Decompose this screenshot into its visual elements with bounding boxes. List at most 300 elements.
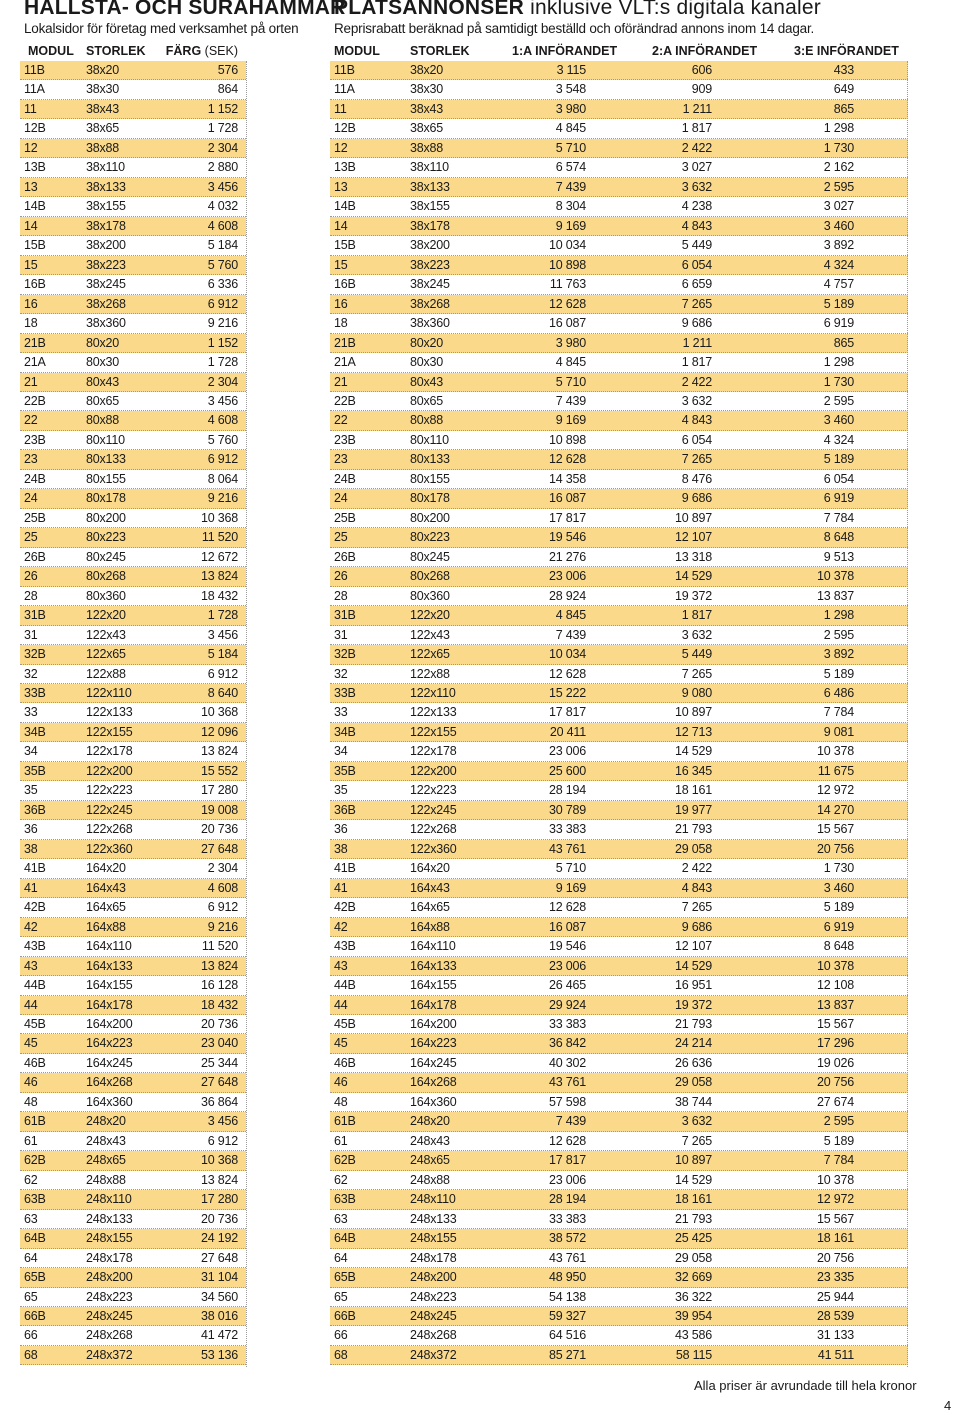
cell-modul: 34B <box>24 724 46 739</box>
table-row <box>20 100 246 119</box>
right-title-bold: PLATSANNONSER <box>334 0 525 19</box>
cell-modul: 46 <box>24 1075 38 1090</box>
cell-modul: 66 <box>334 1328 348 1343</box>
cell-insertion-3: 865 <box>833 335 854 350</box>
cell-insertion-1: 33 383 <box>548 1016 586 1031</box>
right-subtitle: Reprisrabatt beräknad på samtidigt beställd och oförändrad annons inom 14 dagar. <box>334 21 815 36</box>
table-row <box>20 626 246 645</box>
cell-modul: 18 <box>24 316 38 331</box>
cell-modul: 22B <box>24 393 46 408</box>
cell-insertion-3: 17 296 <box>816 1036 854 1051</box>
cell-modul: 62B <box>24 1153 46 1168</box>
table-row <box>20 80 246 99</box>
cell-insertion-2: 3 632 <box>681 1114 712 1129</box>
cell-insertion-3: 433 <box>833 63 854 77</box>
cell-insertion-2: 14 529 <box>674 1172 712 1187</box>
cell-modul: 23 <box>24 452 38 467</box>
cell-farg: 19 008 <box>200 802 238 817</box>
cell-insertion-1: 17 817 <box>548 705 586 720</box>
cell-modul: 14B <box>24 199 46 214</box>
cell-insertion-2: 2 422 <box>681 140 712 155</box>
table-row <box>330 918 908 937</box>
cell-insertion-3: 2 595 <box>823 179 854 194</box>
cell-modul: 34 <box>334 744 348 759</box>
cell-modul: 21A <box>24 355 46 370</box>
cell-modul: 11B <box>24 63 45 77</box>
cell-insertion-3: 6 919 <box>823 919 854 934</box>
cell-farg: 3 456 <box>207 393 238 408</box>
cell-insertion-3: 8 648 <box>823 939 854 954</box>
cell-storlek: 80x110 <box>410 432 449 447</box>
right-price-table <box>330 61 908 1365</box>
cell-modul: 24 <box>334 491 348 506</box>
cell-storlek: 38x133 <box>410 179 450 194</box>
cell-modul: 12B <box>24 121 46 136</box>
cell-storlek: 164x65 <box>410 900 450 915</box>
cell-modul: 61 <box>334 1133 348 1148</box>
cell-modul: 31B <box>24 608 46 623</box>
cell-farg: 13 824 <box>200 1172 238 1187</box>
cell-insertion-2: 36 322 <box>674 1289 712 1304</box>
cell-storlek: 248x155 <box>410 1231 457 1246</box>
cell-storlek: 38x268 <box>86 296 126 311</box>
cell-modul: 68 <box>334 1347 348 1362</box>
cell-farg: 576 <box>217 63 238 77</box>
cell-insertion-2: 7 265 <box>681 666 712 681</box>
cell-modul: 64B <box>334 1231 356 1246</box>
cell-insertion-2: 10 897 <box>674 510 712 525</box>
cell-farg: 11 520 <box>201 530 238 545</box>
cell-modul: 42 <box>334 919 348 934</box>
cell-farg: 18 432 <box>200 588 238 603</box>
cell-insertion-1: 48 950 <box>548 1270 586 1285</box>
cell-modul: 43B <box>24 939 46 954</box>
cell-storlek: 248x268 <box>86 1328 133 1343</box>
cell-modul: 16B <box>24 277 46 292</box>
cell-insertion-1: 4 845 <box>555 608 586 623</box>
table-row <box>330 957 908 976</box>
table-row <box>330 742 908 761</box>
cell-insertion-3: 4 324 <box>823 257 854 272</box>
cell-modul: 13B <box>24 160 46 175</box>
cell-farg: 12 672 <box>200 549 238 564</box>
table-row <box>330 1346 908 1365</box>
table-row <box>330 723 908 742</box>
table-row <box>20 762 246 781</box>
table-row <box>20 1307 246 1326</box>
cell-farg: 4 608 <box>207 218 238 233</box>
cell-insertion-1: 30 789 <box>548 802 586 817</box>
cell-insertion-3: 1 298 <box>823 121 854 136</box>
cell-farg: 31 104 <box>200 1270 238 1285</box>
cell-insertion-3: 14 270 <box>816 802 854 817</box>
cell-insertion-2: 13 318 <box>674 549 712 564</box>
cell-insertion-2: 38 744 <box>674 1094 712 1109</box>
cell-modul: 15 <box>24 257 38 272</box>
cell-insertion-2: 32 669 <box>674 1270 712 1285</box>
table-row <box>330 80 908 99</box>
cell-storlek: 248x110 <box>86 1192 132 1207</box>
cell-farg: 10 368 <box>200 510 238 525</box>
cell-insertion-1: 43 761 <box>548 841 586 856</box>
cell-insertion-1: 17 817 <box>548 1153 586 1168</box>
cell-storlek: 38x178 <box>410 218 450 233</box>
table-row <box>20 1034 246 1053</box>
cell-modul: 33B <box>334 686 356 700</box>
cell-insertion-2: 29 058 <box>674 1250 712 1265</box>
table-row <box>330 178 908 197</box>
cell-storlek: 164x200 <box>86 1016 133 1031</box>
cell-insertion-3: 865 <box>833 101 854 116</box>
cell-insertion-2: 8 476 <box>681 471 712 486</box>
cell-storlek: 38x360 <box>410 316 450 331</box>
left-subtitle: Lokalsidor för företag med verksamhet på orten <box>24 21 299 36</box>
cell-storlek: 248x245 <box>86 1309 133 1323</box>
table-row <box>330 996 908 1015</box>
table-row <box>330 119 908 138</box>
cell-insertion-1: 10 034 <box>548 647 586 662</box>
table-row <box>20 373 246 392</box>
cell-modul: 41 <box>24 880 38 895</box>
right-header-c3: 3:E INFÖRANDET <box>794 44 899 58</box>
cell-storlek: 248x155 <box>86 1231 133 1246</box>
cell-insertion-3: 41 511 <box>817 1347 854 1362</box>
cell-modul: 36 <box>24 822 38 837</box>
cell-insertion-2: 21 793 <box>674 1211 712 1226</box>
cell-storlek: 38x245 <box>86 277 126 292</box>
table-row <box>20 1326 246 1345</box>
cell-insertion-2: 5 449 <box>681 647 712 662</box>
table-row <box>20 275 246 294</box>
cell-storlek: 80x20 <box>86 335 120 350</box>
cell-insertion-2: 1 817 <box>681 121 712 136</box>
cell-storlek: 248x20 <box>410 1114 450 1129</box>
cell-storlek: 80x43 <box>410 374 444 389</box>
table-row <box>20 431 246 450</box>
cell-insertion-1: 12 628 <box>548 296 586 311</box>
cell-farg: 3 456 <box>207 627 238 642</box>
cell-insertion-2: 9 686 <box>681 491 712 506</box>
cell-modul: 35B <box>24 763 46 778</box>
cell-insertion-1: 3 980 <box>555 101 586 116</box>
table-row <box>330 840 908 859</box>
table-row <box>330 61 908 80</box>
cell-modul: 64 <box>334 1250 348 1265</box>
table-row <box>20 703 246 722</box>
cell-insertion-1: 7 439 <box>555 1114 586 1129</box>
cell-storlek: 248x200 <box>86 1270 133 1285</box>
cell-farg: 17 280 <box>200 783 238 798</box>
cell-storlek: 80x200 <box>86 510 126 525</box>
table-row <box>330 392 908 411</box>
cell-storlek: 164x200 <box>410 1016 457 1031</box>
table-row <box>20 528 246 547</box>
table-row <box>330 781 908 800</box>
cell-farg: 20 736 <box>200 1016 238 1031</box>
cell-storlek: 164x88 <box>410 919 450 934</box>
cell-storlek: 164x155 <box>86 978 133 993</box>
cell-insertion-1: 57 598 <box>548 1094 586 1109</box>
left-header-storlek: STORLEK <box>86 44 146 58</box>
cell-storlek: 38x245 <box>410 277 450 292</box>
cell-modul: 11 <box>24 101 37 116</box>
cell-storlek: 122x178 <box>410 744 457 759</box>
cell-storlek: 80x65 <box>86 393 120 408</box>
cell-farg: 23 040 <box>200 1036 238 1051</box>
cell-modul: 25 <box>24 530 38 545</box>
cell-insertion-1: 16 087 <box>548 316 586 331</box>
cell-modul: 31 <box>334 627 348 642</box>
right-header-c2: 2:A INFÖRANDET <box>652 44 758 58</box>
cell-modul: 65 <box>334 1289 348 1304</box>
table-row <box>20 139 246 158</box>
cell-insertion-3: 2 595 <box>823 1114 854 1129</box>
table-row <box>20 645 246 664</box>
cell-storlek: 122x200 <box>86 763 133 778</box>
cell-insertion-3: 13 837 <box>816 588 854 603</box>
cell-modul: 14 <box>334 218 348 233</box>
cell-insertion-3: 7 784 <box>823 1153 854 1168</box>
left-table-divider <box>246 61 247 1367</box>
cell-storlek: 122x88 <box>410 666 450 681</box>
cell-insertion-2: 14 529 <box>674 569 712 584</box>
cell-farg: 9 216 <box>207 919 238 934</box>
table-row <box>330 139 908 158</box>
cell-farg: 8 064 <box>207 471 238 486</box>
cell-storlek: 248x178 <box>86 1250 133 1265</box>
cell-modul: 42B <box>334 900 356 915</box>
cell-insertion-1: 23 006 <box>548 744 586 759</box>
cell-modul: 13B <box>334 160 356 175</box>
table-row <box>20 820 246 839</box>
cell-farg: 6 912 <box>207 900 238 915</box>
cell-modul: 15B <box>334 238 356 253</box>
cell-modul: 45 <box>24 1036 38 1051</box>
table-row <box>330 548 908 567</box>
table-row <box>20 178 246 197</box>
cell-insertion-2: 21 793 <box>674 1016 712 1031</box>
table-row <box>330 626 908 645</box>
table-row <box>20 684 246 703</box>
table-row <box>330 820 908 839</box>
cell-insertion-1: 5 710 <box>555 374 586 389</box>
cell-insertion-2: 4 843 <box>681 413 712 428</box>
cell-modul: 42B <box>24 900 46 915</box>
cell-insertion-3: 23 335 <box>816 1270 854 1285</box>
cell-storlek: 38x30 <box>410 82 444 97</box>
right-header-storlek: STORLEK <box>410 44 470 58</box>
cell-storlek: 80x155 <box>410 471 450 486</box>
cell-storlek: 164x223 <box>86 1036 133 1051</box>
cell-insertion-2: 1 817 <box>681 355 712 370</box>
table-row <box>330 431 908 450</box>
table-row <box>20 1015 246 1034</box>
cell-storlek: 164x360 <box>86 1094 133 1109</box>
cell-modul: 32B <box>334 647 356 662</box>
cell-farg: 5 184 <box>207 238 238 253</box>
table-row <box>330 1229 908 1248</box>
cell-storlek: 248x133 <box>86 1211 133 1226</box>
cell-modul: 11A <box>24 82 45 97</box>
cell-modul: 66B <box>334 1309 356 1323</box>
cell-storlek: 38x65 <box>86 121 120 136</box>
cell-insertion-1: 23 006 <box>548 958 586 973</box>
cell-modul: 68 <box>24 1347 38 1362</box>
table-row <box>20 1229 246 1248</box>
cell-storlek: 122x65 <box>410 647 450 662</box>
cell-farg: 6 336 <box>207 277 238 292</box>
table-row <box>330 684 908 703</box>
cell-insertion-1: 11 763 <box>549 277 586 292</box>
cell-modul: 46B <box>24 1055 46 1070</box>
cell-storlek: 38x200 <box>86 238 126 253</box>
cell-modul: 23 <box>334 452 348 467</box>
cell-storlek: 122x245 <box>86 802 133 817</box>
table-row <box>330 1054 908 1073</box>
table-row <box>20 470 246 489</box>
table-row <box>330 1171 908 1190</box>
cell-storlek: 164x88 <box>86 919 126 934</box>
cell-farg: 3 456 <box>207 179 238 194</box>
table-row <box>330 275 908 294</box>
cell-storlek: 38x43 <box>86 101 120 116</box>
table-row <box>330 100 908 119</box>
cell-modul: 63 <box>334 1211 348 1226</box>
table-row <box>20 392 246 411</box>
cell-modul: 15 <box>334 257 348 272</box>
cell-insertion-1: 40 302 <box>548 1055 586 1070</box>
cell-storlek: 248x178 <box>410 1250 457 1265</box>
table-row <box>20 1132 246 1151</box>
cell-modul: 14 <box>24 218 38 233</box>
cell-farg: 34 560 <box>200 1289 238 1304</box>
cell-farg: 10 368 <box>200 1153 238 1168</box>
cell-insertion-2: 9 080 <box>681 686 712 700</box>
cell-farg: 4 032 <box>207 199 238 214</box>
cell-insertion-1: 43 761 <box>548 1250 586 1265</box>
cell-insertion-3: 18 161 <box>816 1231 854 1246</box>
cell-insertion-2: 24 214 <box>674 1036 712 1051</box>
cell-storlek: 248x223 <box>410 1289 457 1304</box>
table-row <box>20 1151 246 1170</box>
cell-storlek: 248x372 <box>410 1347 457 1362</box>
cell-storlek: 80x360 <box>86 588 126 603</box>
cell-modul: 41B <box>24 861 46 876</box>
cell-insertion-3: 7 784 <box>823 510 854 525</box>
cell-farg: 2 304 <box>207 861 238 876</box>
cell-insertion-3: 25 944 <box>816 1289 854 1304</box>
table-row <box>330 256 908 275</box>
cell-modul: 35B <box>334 763 356 778</box>
cell-modul: 66B <box>24 1309 46 1323</box>
cell-insertion-3: 1 730 <box>823 140 854 155</box>
cell-storlek: 164x360 <box>410 1094 457 1109</box>
cell-storlek: 38x155 <box>86 199 126 214</box>
cell-insertion-2: 25 425 <box>674 1231 712 1246</box>
cell-storlek: 80x200 <box>410 510 450 525</box>
cell-insertion-2: 3 027 <box>681 160 712 175</box>
cell-storlek: 122x20 <box>86 608 126 623</box>
table-row <box>330 1093 908 1112</box>
cell-modul: 36B <box>334 802 356 817</box>
cell-farg: 5 760 <box>207 432 238 447</box>
cell-insertion-3: 15 567 <box>816 1016 854 1031</box>
cell-storlek: 248x200 <box>410 1270 457 1285</box>
cell-insertion-2: 39 954 <box>674 1309 712 1323</box>
cell-storlek: 80x223 <box>410 530 450 545</box>
cell-modul: 18 <box>334 316 348 331</box>
cell-modul: 25 <box>334 530 348 545</box>
table-row <box>330 1034 908 1053</box>
cell-modul: 21 <box>334 374 348 389</box>
cell-farg: 5 760 <box>207 257 238 272</box>
cell-modul: 34 <box>24 744 38 759</box>
cell-insertion-2: 16 345 <box>674 763 712 778</box>
cell-farg: 1 728 <box>207 608 238 623</box>
cell-insertion-3: 5 189 <box>823 452 854 467</box>
cell-modul: 26 <box>334 569 348 584</box>
table-row <box>20 197 246 216</box>
cell-farg: 15 552 <box>200 763 238 778</box>
cell-modul: 23B <box>334 432 356 447</box>
cell-farg: 1 728 <box>207 121 238 136</box>
cell-modul: 61B <box>334 1114 356 1129</box>
cell-insertion-3: 10 378 <box>816 569 854 584</box>
cell-modul: 26 <box>24 569 38 584</box>
cell-insertion-2: 18 161 <box>674 1192 712 1207</box>
cell-storlek: 122x200 <box>410 763 457 778</box>
cell-modul: 61B <box>24 1114 46 1129</box>
cell-insertion-1: 19 546 <box>548 530 586 545</box>
table-row <box>330 1132 908 1151</box>
table-row <box>330 645 908 664</box>
cell-insertion-1: 10 898 <box>548 432 586 447</box>
cell-storlek: 164x223 <box>410 1036 457 1051</box>
cell-modul: 35 <box>24 783 38 798</box>
cell-farg: 4 608 <box>207 880 238 895</box>
table-row <box>330 703 908 722</box>
cell-modul: 24B <box>24 471 46 486</box>
cell-insertion-3: 28 539 <box>816 1309 854 1323</box>
cell-storlek: 122x110 <box>410 686 456 700</box>
cell-modul: 23B <box>24 432 46 447</box>
table-row <box>330 1073 908 1092</box>
page-number: 4 <box>944 1398 952 1413</box>
cell-insertion-3: 2 595 <box>823 627 854 642</box>
cell-modul: 44B <box>24 978 46 993</box>
cell-insertion-1: 21 276 <box>548 549 586 564</box>
cell-modul: 11B <box>334 63 355 77</box>
cell-storlek: 248x88 <box>86 1172 126 1187</box>
cell-modul: 24 <box>24 491 38 506</box>
cell-insertion-2: 26 636 <box>674 1055 712 1070</box>
cell-storlek: 122x223 <box>86 783 133 798</box>
cell-modul: 44 <box>24 997 38 1012</box>
cell-insertion-3: 12 972 <box>816 783 854 798</box>
cell-farg: 1 152 <box>207 335 238 350</box>
cell-storlek: 38x30 <box>86 82 120 97</box>
cell-insertion-2: 6 054 <box>681 432 712 447</box>
table-row <box>20 996 246 1015</box>
cell-insertion-2: 2 422 <box>681 861 712 876</box>
cell-storlek: 164x268 <box>410 1075 457 1090</box>
cell-modul: 33B <box>24 686 46 700</box>
cell-storlek: 122x65 <box>86 647 126 662</box>
table-row <box>20 450 246 469</box>
cell-insertion-3: 1 298 <box>823 355 854 370</box>
cell-insertion-3: 5 189 <box>823 666 854 681</box>
cell-insertion-3: 7 784 <box>823 705 854 720</box>
